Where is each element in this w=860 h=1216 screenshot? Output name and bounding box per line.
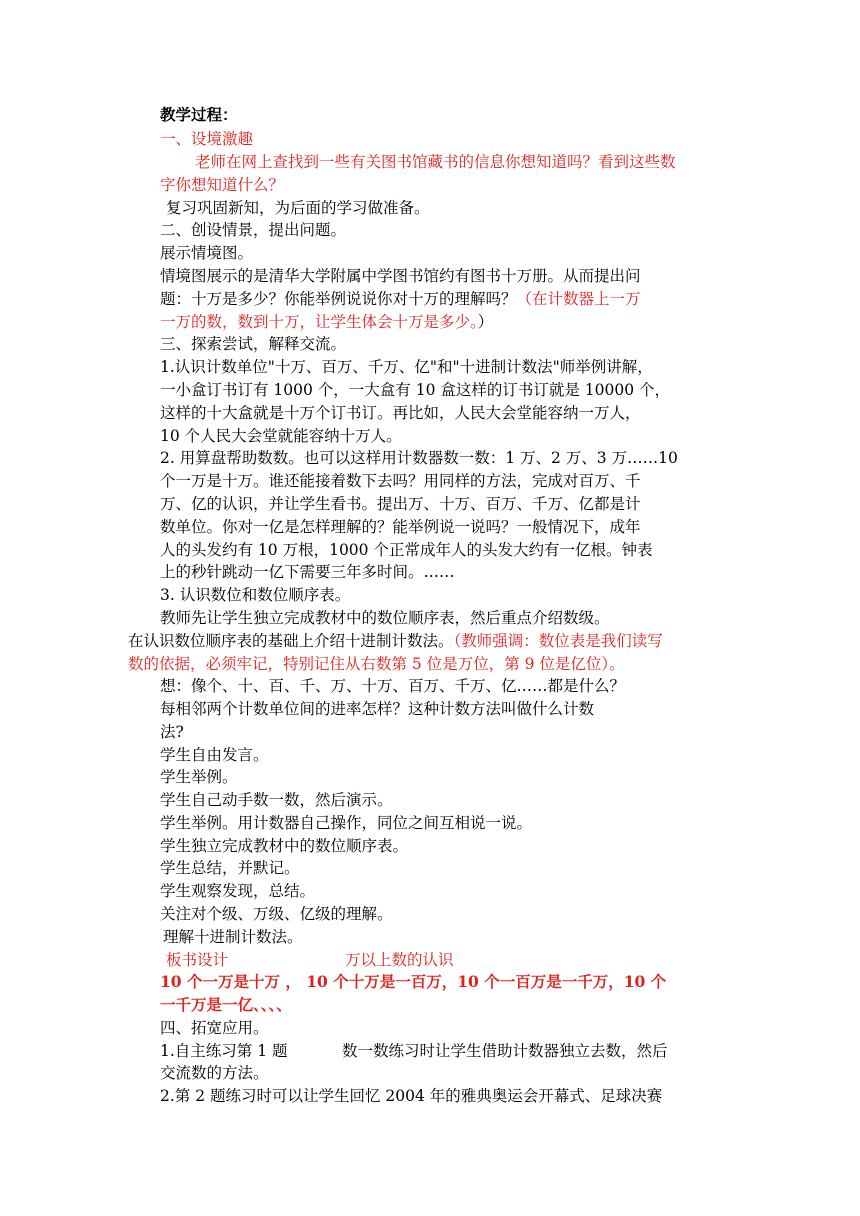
picture-question: 题：十万是多少？你能举例说说你对十万的理解吗？ <box>160 290 517 308</box>
student-activity-2: 学生举例。 <box>160 768 238 786</box>
student-activity-7: 学生观察发现，总结。 <box>160 882 316 900</box>
intro-text-line-2: 字你想知道什么？ <box>160 176 285 194</box>
exercise-1-line-2: 交流数的方法。 <box>160 1064 269 1082</box>
show-picture-text: 展示情境图。 <box>160 244 254 262</box>
point-1-line-3: 这样的十大盒就是十万个订书订。再比如，人民大会堂能容纳一万人， <box>160 404 641 422</box>
student-activity-1: 学生自由发言。 <box>160 746 269 764</box>
section-4-title: 四、拓宽应用。 <box>160 1019 269 1037</box>
board-design-label: 板书设计 <box>166 951 229 969</box>
think-line-1: 想：像个、十、百、千、万、十万、百万、千万、亿……都是什么？ <box>160 677 626 695</box>
student-activity-8: 关注对个级、万级、亿级的理解。 <box>160 905 393 923</box>
picture-note-close: ） <box>477 313 494 331</box>
decimal-intro: 在认识数位顺序表的基础上介绍十进制计数法。 <box>128 632 454 650</box>
point-2-line-1: 2. 用算盘帮助数数。也可以这样用计数器数一数：1 万、2 万、3 万……10 <box>160 449 678 467</box>
picture-note-end: 一万的数，数到十万，让学生体会十万是多少。 <box>160 313 478 331</box>
board-content-line-1: 10 个一万是十万 ， 10 个十万是一百万，10 个一百万是一千万，10 个 <box>160 972 667 991</box>
board-design-title: 万以上数的认识 <box>345 951 454 969</box>
point-3-title: 3. 认识数位和数位顺序表。 <box>160 586 351 604</box>
student-activity-3: 学生自己动手数一数，然后演示。 <box>160 791 393 809</box>
think-line-2: 每相邻两个计数单位间的进率怎样？这种计数方法叫做什么计数 <box>160 700 595 718</box>
point-1-line-1: 1.认识计数单位"十万、百万、千万、亿"和"十进制计数法"师举例讲解， <box>160 358 653 376</box>
point-2-line-5: 人的头发约有 10 万根，1000 个正常成年人的头发大约有一亿根。钟表 <box>160 541 653 559</box>
point-3-line-2 <box>128 630 663 652</box>
review-text: 复习巩固新知，为后面的学习做准备。 <box>166 199 430 217</box>
point-2-line-4: 数单位。你对一亿是怎样理解的？能举例说一说吗？一般情况下，成年 <box>160 518 641 536</box>
picture-desc-line-3 <box>160 311 493 333</box>
teacher-emphasis-start: （教师强调：数位表是我们读写 <box>453 632 663 650</box>
picture-note-start: （在计数器上一万 <box>516 290 641 308</box>
point-2-line-6: 上的秒针跳动一亿下需要三年多时间。…… <box>160 563 455 581</box>
picture-desc-line-1: 情境图展示的是清华大学附属中学图书馆约有图书十万册。从而提出问 <box>160 267 641 285</box>
section-2-title: 二、创设情景，提出问题。 <box>160 221 347 239</box>
board-content-line-2: 一千万是一亿、、、、 <box>160 995 292 1014</box>
think-line-3: 法? <box>160 723 184 741</box>
point-2-line-2: 个一万是十万。谁还能接着数下去吗？用同样的方法，完成对百万、千 <box>160 472 641 490</box>
teacher-emphasis-end: 数的依据，必须牢记，特别记住从右数第 5 位是万位，第 9 位是亿位）。 <box>128 655 625 673</box>
exercise-2-line-1: 2.第 2 题练习时可以让学生回忆 2004 年的雅典奥运会开幕式、足球决赛 <box>160 1087 663 1105</box>
exercise-1-label: 1.自主练习第 1 题 <box>160 1042 288 1060</box>
exercise-1-text: 数一数练习时让学生借助计数器独立去数，然后 <box>342 1042 668 1060</box>
point-2-line-3: 万、亿的认识，并让学生看书。提出万、十万、百万、千万、亿都是计 <box>160 495 641 513</box>
heading: 教学过程： <box>160 106 238 124</box>
student-activity-4: 学生举例。用计数器自己操作，同位之间互相说一说。 <box>160 814 533 832</box>
student-activity-6: 学生总结，并默记。 <box>160 859 300 877</box>
point-3-line-1: 教师先让学生独立完成教材中的数位顺序表，然后重点介绍数级。 <box>160 609 610 627</box>
section-3-title: 三、探索尝试，解释交流。 <box>160 335 347 353</box>
section-1-title: 一、设境激趣 <box>160 130 254 148</box>
picture-desc-line-2 <box>160 288 641 310</box>
student-activity-9: 理解十进制计数法。 <box>163 928 303 946</box>
point-1-line-2: 一小盒订书订有 1000 个，一大盒有 10 盒这样的订书订就是 10000 个， <box>160 381 671 399</box>
intro-text-line-1: 老师在网上查找到一些有关图书馆藏书的信息你想知道吗？看到这些数 <box>195 153 676 171</box>
point-1-line-4: 10 个人民大会堂就能容纳十万人。 <box>160 427 402 445</box>
student-activity-5: 学生独立完成教材中的数位顺序表。 <box>160 837 409 855</box>
